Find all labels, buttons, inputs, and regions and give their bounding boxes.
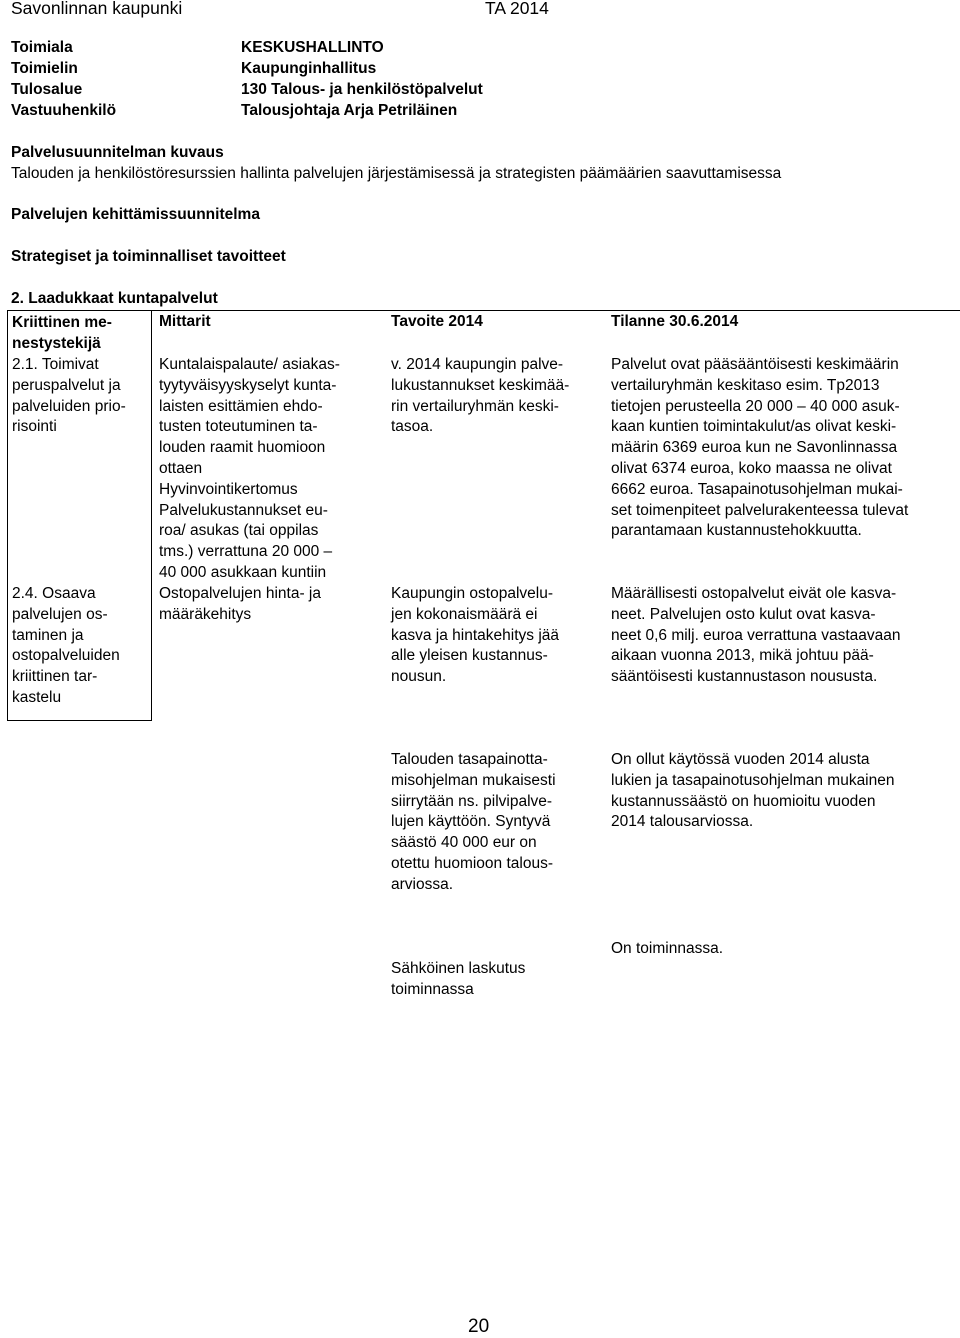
row2-target: Kaupungin ostopalvelu- jen kokonaismäärä ei kasva ja hintakehitys jää alle yleisen kustannus- nousun. (391, 585, 560, 686)
col-header-status: Tilanne 30.6.2014 (611, 313, 739, 330)
section-title: 2. Laadukkaat kuntapalvelut (11, 290, 218, 307)
col-header-metrics: Mittarit (159, 313, 211, 330)
info-value-toimielin: Kaupunginhallitus (241, 60, 377, 77)
row4-target: Sähköinen laskutus toiminnassa (391, 960, 526, 998)
row2-critical-factor: 2.4. Osaava palvelujen os- taminen ja ostopalveluiden kriittinen tar- kastelu (12, 585, 120, 706)
row1-metrics: Kuntalaispalaute/ asiakas- tyytyväisyyskyselyt kunta- laisten esittämien ehdo- tusten toteutuminen ta- louden raamit huomioon ottaen Hyvinvointikertomus Palvelukustannukset eu- roa/ asukas (tai oppilas tms.) verrattuna 20 000 – 40 000 asukkaan kuntiin (159, 356, 340, 581)
page-number: 20 (468, 1316, 490, 1337)
description-text: Talouden ja henkilöstöresurssien hallinta palvelujen järjestämisessä ja strategisten päämäärien saavuttamisessa (11, 165, 782, 182)
goals-heading: Strategiset ja toiminnalliset tavoitteet (11, 248, 286, 265)
table-top-rule (7, 310, 960, 311)
info-value-vastuuhenkilo: Talousjohtaja Arja Petriläinen (241, 102, 458, 119)
table-bottom-rule (7, 720, 152, 721)
description-heading: Palvelusuunnitelman kuvaus (11, 144, 224, 161)
row2-status: Määrällisesti ostopalvelut eivät ole kasva- neet. Palvelujen osto kulut ovat kasva- neet 0,6 milj. euroa verrattuna vastaavaan aikaan vuonna 2013, mikä johtuu pää- sääntöisesti kustannustason noususta. (611, 585, 901, 686)
info-value-tulosalue: 130 Talous- ja henkilöstöpalvelut (241, 81, 483, 98)
row2-metrics: Ostopalvelujen hinta- ja määräkehitys (159, 585, 321, 623)
row1-target: v. 2014 kaupungin palve- lukustannukset keskimää- rin vertailuryhmän keski- tasoa. (391, 356, 570, 436)
row4-status: On toiminnassa. (611, 940, 723, 957)
info-value-toimiala: KESKUSHALLINTO (241, 39, 384, 56)
col-header-critical-factor: Kriittinen me- nestystekijä (12, 314, 112, 352)
table-divider-1 (151, 310, 152, 721)
header-org: Savonlinnan kaupunki (11, 0, 183, 18)
info-label-toimielin: Toimielin (11, 60, 78, 77)
info-label-tulosalue: Tulosalue (11, 81, 83, 98)
development-heading: Palvelujen kehittämissuunnitelma (11, 206, 260, 223)
info-label-vastuuhenkilo: Vastuuhenkilö (11, 102, 117, 119)
row3-status: On ollut käytössä vuoden 2014 alusta lukien ja tasapainotusohjelman mukainen kustannussäästö on huomioitu vuoden 2014 talousarviossa. (611, 751, 895, 831)
row3-target: Talouden tasapainotta- misohjelman mukaisesti siirrytään ns. pilvipalve- lujen käyttöön. Syntyvä säästö 40 000 eur on otettu huomioon talous- arviossa. (391, 751, 556, 893)
table-left-rule (7, 310, 8, 721)
row1-critical-factor: 2.1. Toimivat peruspalvelut ja palveluiden prio- risointi (12, 356, 126, 436)
header-budget-year: TA 2014 (485, 0, 549, 18)
row1-status: Palvelut ovat pääsääntöisesti keskimäärin vertailuryhmän keskitaso esim. Tp2013 tietojen perusteella 20 000 – 40 000 asuk- kaan kuntien toimintakulut/as olivat keski- määrin 6369 euroa kun ne Savonlinnassa olivat 6374 euroa, koko maassa ne olivat 6662 euroa. Tasapainotusohjelman mukai- set toimenpiteet palvelurakenteessa tulevat parantamaan kustannustehokkuutta. (611, 356, 909, 540)
col-header-target: Tavoite 2014 (391, 313, 483, 330)
info-label-toimiala: Toimiala (11, 39, 73, 56)
